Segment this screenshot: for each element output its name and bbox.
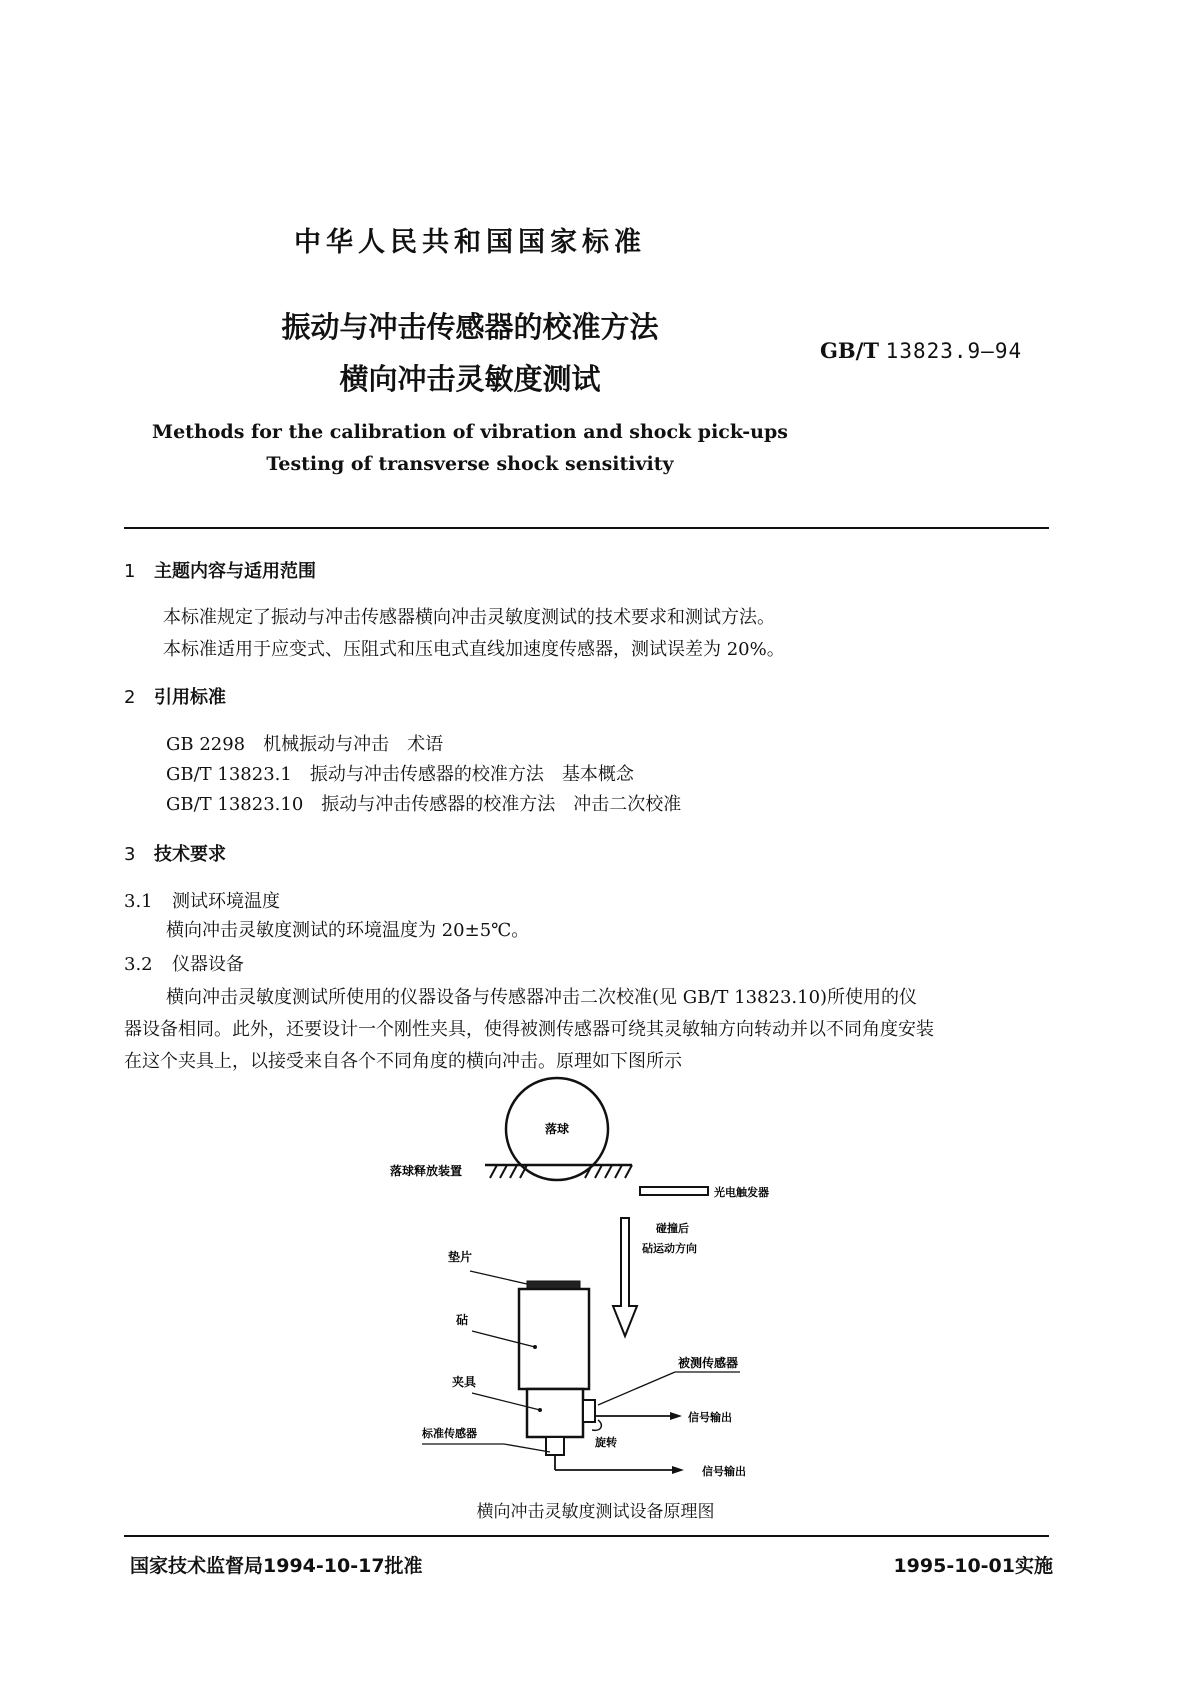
footer-divider: [124, 1535, 1049, 1537]
reference-title: 机械振动与冲击 术语: [263, 734, 444, 755]
subsection-3-2-line-2: 器设备相同。此外，还要设计一个刚性夹具，使得被测传感器可绕其灵敏轴方向转动并以不同角度安装: [124, 1019, 934, 1040]
dut-label: 被测传感器: [678, 1356, 739, 1370]
signal-out-2-arrowhead: [672, 1466, 684, 1474]
subsection-3-2-title: 仪器设备: [172, 954, 244, 975]
subsection-3-2-line-3: 在这个夹具上，以接受来自各个不同角度的横向冲击。原理如下图所示: [124, 1051, 682, 1072]
release-device-hatching: [490, 1165, 632, 1178]
reference-code: GB 2298: [166, 734, 246, 755]
nation-standard-heading: 中华人民共和国国家标准: [294, 227, 646, 258]
anvil-label: 砧: [456, 1313, 469, 1327]
subsection-3-1-number: 3.1: [124, 891, 153, 912]
photo-trigger-label: 光电触发器: [714, 1186, 769, 1199]
title-en-line-1: Methods for the calibration of vibration and shock pick-ups: [152, 421, 788, 443]
reference-title: 振动与冲击传感器的校准方法 基本概念: [309, 764, 634, 785]
section-1-paragraph-2: 本标准适用于应变式、压阻式和压电式直线加速度传感器，测试误差为 20%。: [163, 639, 785, 660]
section-2-title: 引用标准: [154, 687, 226, 708]
fixture-shape: [527, 1389, 583, 1437]
pad-leader-line: [470, 1271, 527, 1284]
subsection-3-2-number: 3.2: [124, 954, 153, 975]
reference-title: 振动与冲击传感器的校准方法 冲击二次校准: [321, 794, 682, 815]
fixture-leader-dot: [538, 1408, 542, 1412]
fixture-label: 夹具: [452, 1375, 477, 1389]
standard-prefix: GB/T: [820, 338, 879, 363]
section-1-paragraph-1: 本标准规定了振动与冲击传感器横向冲击灵敏度测试的技术要求和测试方法。: [163, 607, 775, 628]
section-3-title: 技术要求: [154, 844, 226, 865]
title-cn-line-2: 横向冲击灵敏度测试: [339, 362, 601, 396]
subsection-3-1-paragraph: 横向冲击灵敏度测试的环境温度为 20±5℃。: [166, 920, 530, 941]
subsection-3-2-line-1: 横向冲击灵敏度测试所使用的仪器设备与传感器冲击二次校准(见 GB/T 13823.10)所使用的仪: [166, 987, 918, 1008]
release-device-label: 落球释放装置: [390, 1164, 463, 1178]
reference-code: GB/T 13823.1: [166, 764, 292, 785]
section-1-number: 1: [124, 561, 136, 582]
photo-trigger-shape: [640, 1187, 708, 1195]
implementation-date: 1995-10-01实施: [893, 1555, 1053, 1577]
section-3-number: 3: [124, 844, 136, 865]
approval-date: 国家技术监督局1994-10-17批准: [130, 1555, 423, 1577]
ref-sensor-label: 标准传感器: [422, 1427, 477, 1440]
anvil-motion-arrow: [613, 1218, 637, 1336]
figure-caption: 横向冲击灵敏度测试设备原理图: [476, 1502, 715, 1522]
rotate-label: 旋转: [595, 1436, 617, 1449]
anvil-shape: [519, 1289, 589, 1389]
subsection-3-1-title: 测试环境温度: [172, 891, 280, 912]
pad-label: 垫片: [448, 1250, 473, 1264]
title-cn-line-1: 振动与冲击传感器的校准方法: [281, 310, 659, 344]
signal-out-1-label: 信号输出: [688, 1411, 732, 1424]
signal-out-1-arrowhead: [670, 1412, 682, 1420]
section-1-title: 主题内容与适用范围: [154, 561, 316, 582]
reference-code: GB/T 13823.10: [166, 794, 304, 815]
title-en-line-2: Testing of transverse shock sensitivity: [266, 453, 674, 475]
dut-shape: [583, 1400, 595, 1422]
signal-out-2-label: 信号输出: [702, 1465, 746, 1478]
drop-ball-label: 落球: [544, 1122, 570, 1136]
standard-code: 13823.9—94: [885, 339, 1023, 363]
motion-label-2: 砧运动方向: [642, 1242, 697, 1255]
ref-sensor-leader-line: [504, 1444, 550, 1452]
dut-leader-line: [598, 1372, 675, 1405]
anvil-leader-dot: [533, 1345, 537, 1349]
motion-label-1: 碰撞后: [656, 1222, 689, 1235]
section-2-number: 2: [124, 687, 136, 708]
